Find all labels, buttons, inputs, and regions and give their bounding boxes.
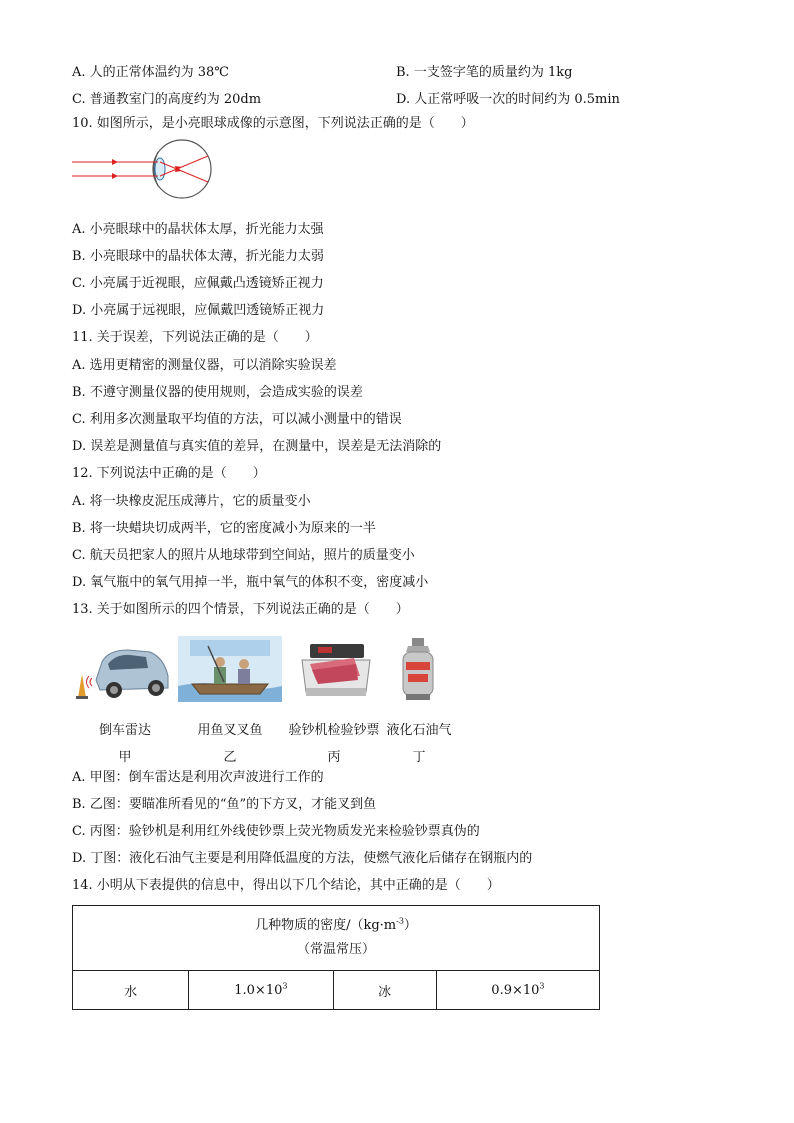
- q11-option-c: C. 利用多次测量取平均值的方法，可以减小测量中的错误: [72, 412, 402, 427]
- q10-option-d: D. 小亮属于远视眼，应佩戴凹透镜矫正视力: [72, 303, 325, 318]
- q9-option-b: B. 一支签字笔的质量约为 1kg: [396, 65, 573, 80]
- q10-option-a: A. 小亮眼球中的晶状体太厚，折光能力太强: [72, 222, 324, 237]
- money-detector-picture: [296, 636, 376, 702]
- q12-option-a: A. 将一块橡皮泥压成薄片，它的质量变小: [72, 494, 311, 509]
- q10-option-c: C. 小亮属于近视眼，应佩戴凸透镜矫正视力: [72, 276, 324, 291]
- picture-tag-ding: 丁: [412, 750, 426, 765]
- water-density-mantissa: 1.0×10: [234, 982, 283, 998]
- cell-ice-name: 冰: [333, 971, 436, 1010]
- water-density-exponent: 3: [282, 981, 288, 991]
- ice-density-mantissa: 0.9×10: [491, 982, 540, 998]
- q12-option-c: C. 航天员把家人的照片从地球带到空间站，照片的质量变小: [72, 548, 415, 563]
- cell-water-name: 水: [73, 971, 189, 1010]
- q13-stem: 13. 关于如图所示的四个情景，下列说法正确的是（ ）: [72, 602, 409, 617]
- q9-option-d: D. 人正常呼吸一次的时间约为 0.5min: [396, 92, 620, 107]
- gas-cylinder-picture: [396, 636, 440, 702]
- density-unit-exponent: -3: [396, 916, 404, 926]
- q11-option-d: D. 误差是测量值与真实值的差异，在测量中，误差是无法消除的: [72, 439, 442, 454]
- q9-option-row-2: [72, 88, 692, 106]
- q12-stem: 12. 下列说法中正确的是（ ）: [72, 466, 266, 481]
- q10-option-b: B. 小亮眼球中的晶状体太薄，折光能力太弱: [72, 249, 324, 264]
- q10-stem: 10. 如图所示，是小亮眼球成像的示意图，下列说法正确的是（ ）: [72, 116, 474, 131]
- q12-option-d: D. 氧气瓶中的氧气用掉一半，瓶中氧气的体积不变，密度减小: [72, 575, 429, 590]
- q11-option-a: A. 选用更精密的测量仪器，可以消除实验误差: [72, 358, 337, 373]
- ice-density-exponent: 3: [539, 981, 545, 991]
- cell-ice-density: [436, 971, 599, 1010]
- cell-water-density: [189, 971, 333, 1010]
- q12-option-b: B. 将一块蜡块切成两半，它的密度减小为原来的一半: [72, 521, 376, 536]
- q14-stem: 14. 小明从下表提供的信息中，得出以下几个结论，其中正确的是（ ）: [72, 878, 500, 893]
- q9-option-c: C. 普通教室门的高度约为 20dm: [72, 92, 262, 107]
- car-radar-picture: [72, 636, 172, 702]
- picture-caption-jia: 倒车雷达: [98, 723, 151, 738]
- picture-tag-bing: 丙: [327, 750, 341, 765]
- q13-option-c: C. 丙图：验钞机是利用红外线使钞票上荧光物质发光来检验钞票真伪的: [72, 824, 480, 839]
- fish-spear-picture: [178, 636, 282, 702]
- q9-option-a: A. 人的正常体温约为 38℃: [72, 65, 229, 80]
- density-table: [72, 905, 600, 1010]
- q9-option-row-1: [72, 61, 692, 79]
- eye-diagram: [72, 138, 214, 200]
- q13-option-a: A. 甲图：倒车雷达是利用次声波进行工作的: [72, 770, 324, 785]
- density-table-title-close: ）: [403, 918, 417, 933]
- picture-caption-yi: 用鱼叉叉鱼: [197, 723, 263, 738]
- q11-stem: 11. 关于误差，下列说法正确的是（ ）: [72, 330, 318, 345]
- q11-option-b: B. 不遵守测量仪器的使用规则，会造成实验的误差: [72, 385, 363, 400]
- picture-caption-ding: 液化石油气: [386, 723, 452, 738]
- q13-option-b: B. 乙图：要瞄准所看见的“鱼”的下方叉，才能叉到鱼: [72, 797, 377, 812]
- picture-tag-yi: 乙: [223, 750, 237, 765]
- q13-option-d: D. 丁图：液化石油气主要是利用降低温度的方法，使燃气液化后储存在钢瓶内的: [72, 851, 533, 866]
- picture-caption-bing: 验钞机检验钞票: [288, 723, 380, 738]
- density-table-header: [73, 906, 600, 971]
- density-table-subtitle: （常温常压）: [296, 942, 375, 957]
- density-table-title: 几种物质的密度/（kg·m: [255, 918, 397, 933]
- picture-tag-jia: 甲: [118, 750, 132, 765]
